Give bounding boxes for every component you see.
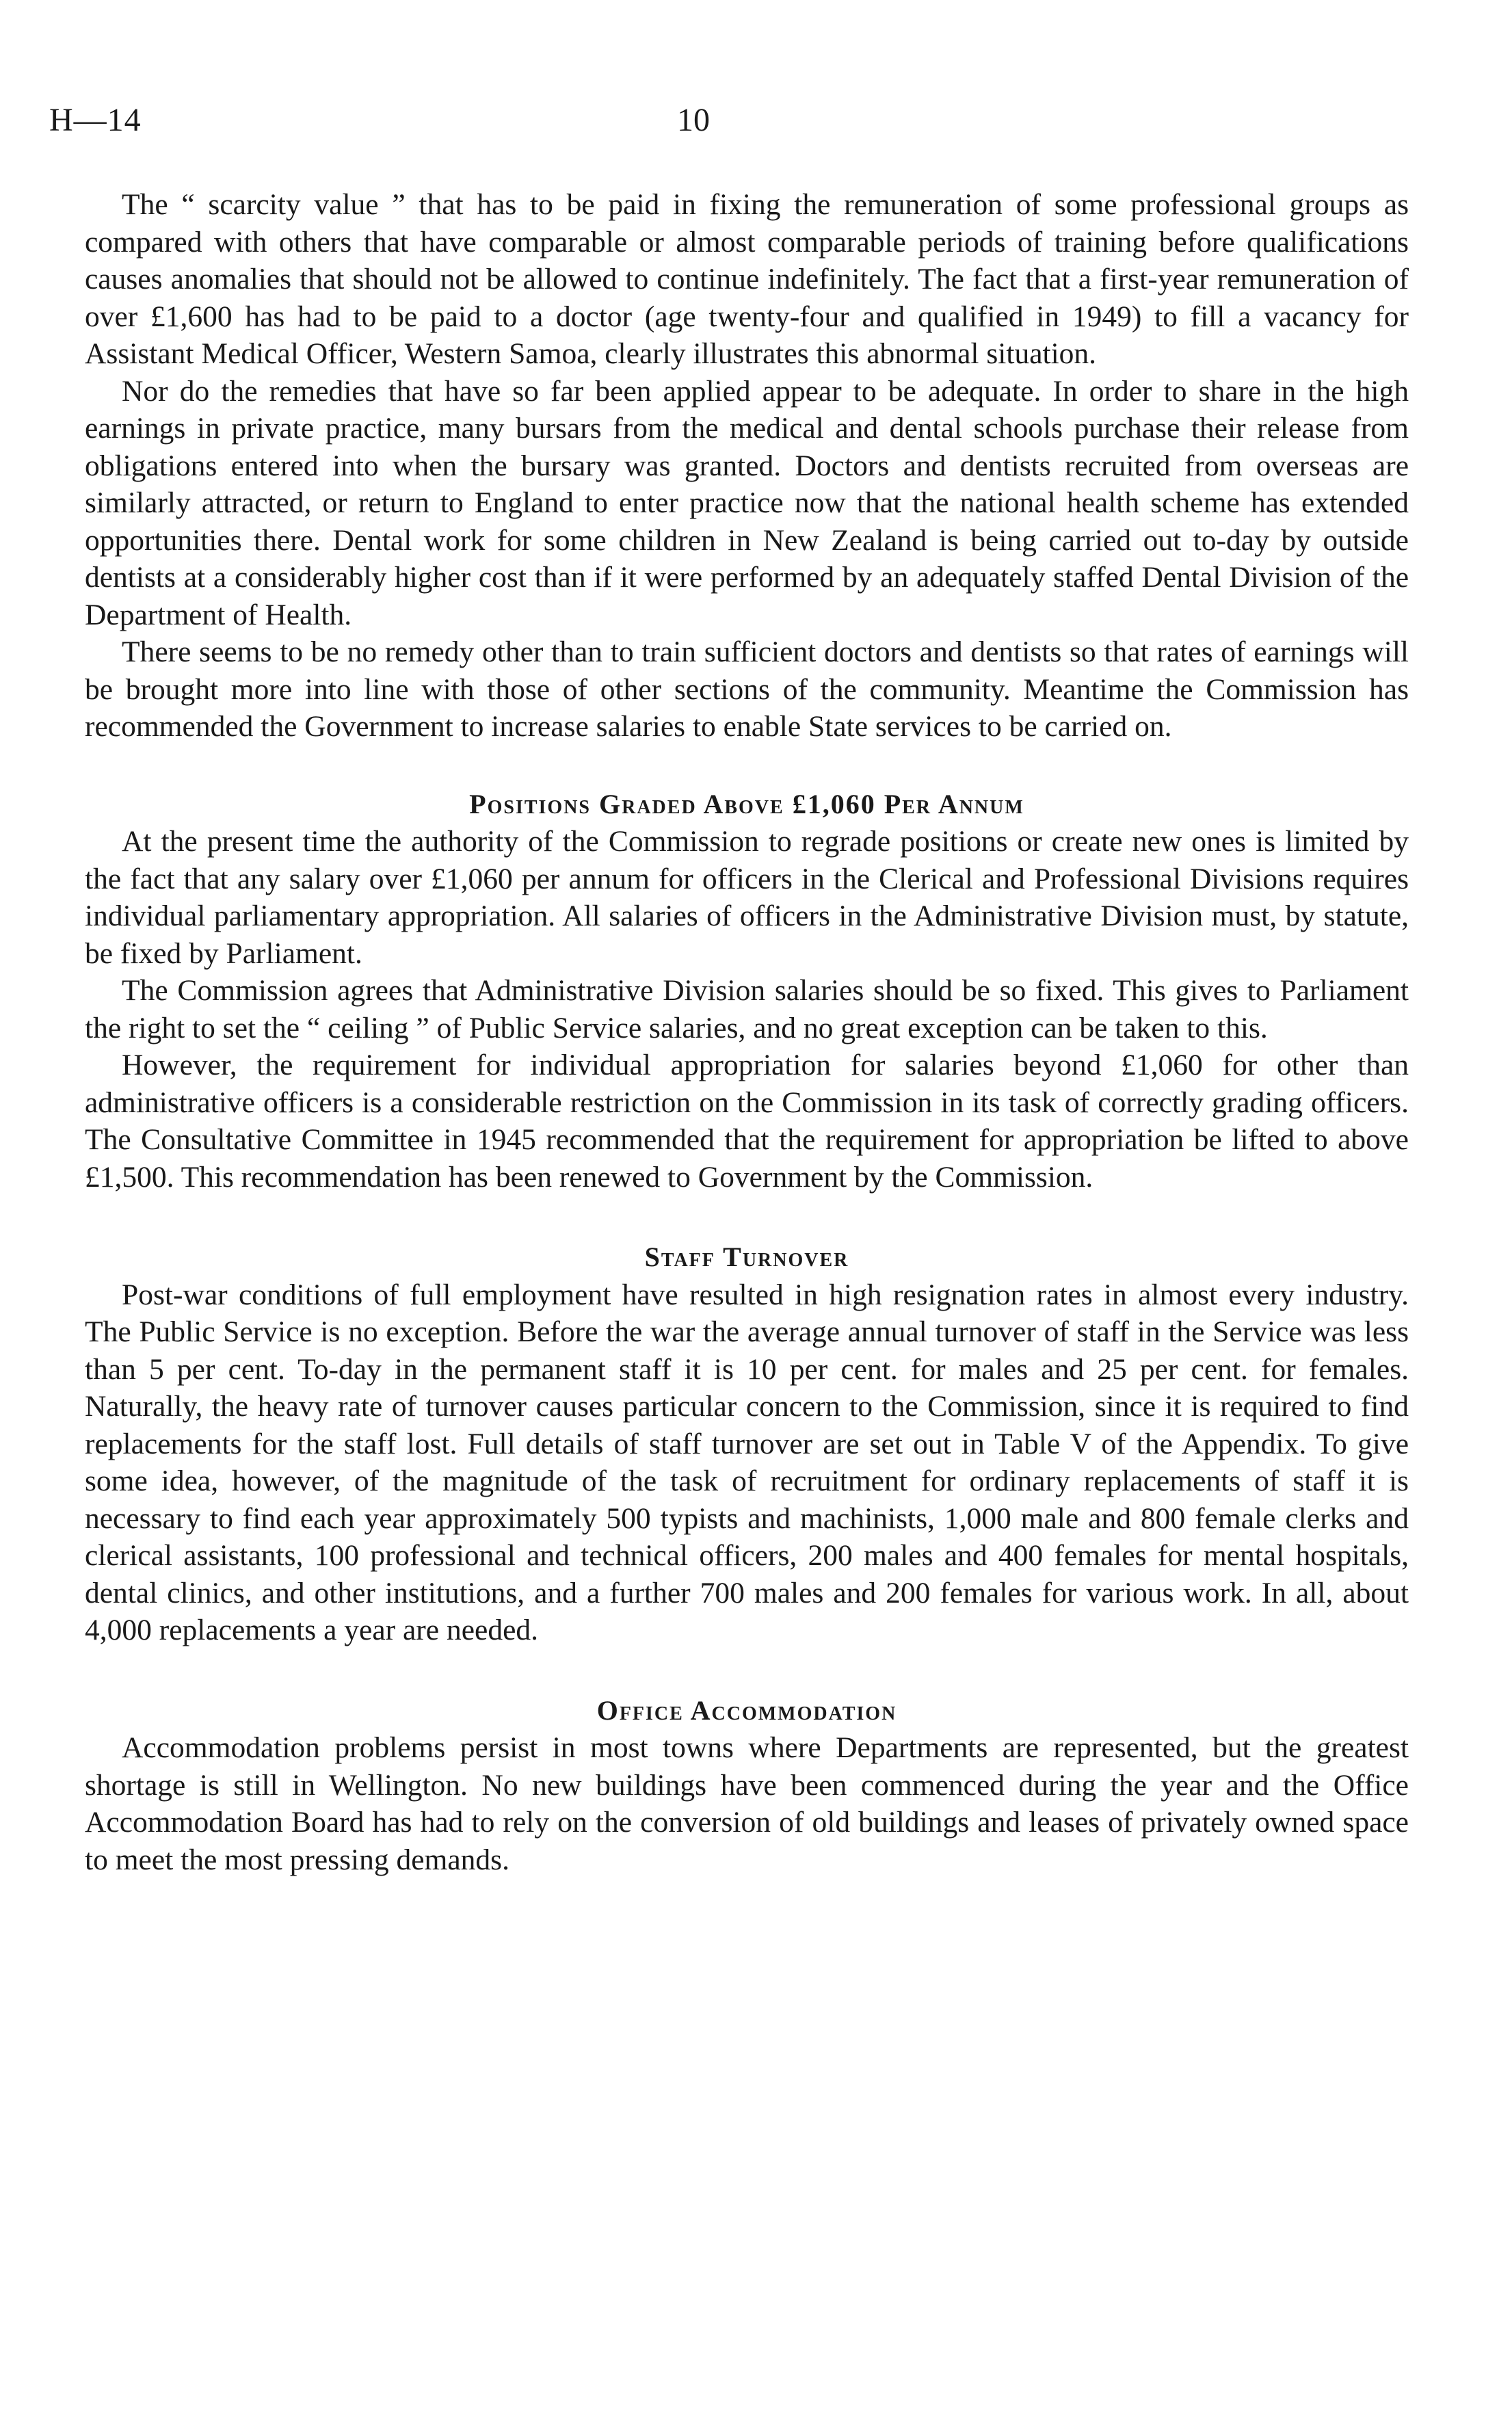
section-heading-office-accommodation: Office Accommodation xyxy=(596,1694,897,1726)
section-heading-staff-turnover: Staff Turnover xyxy=(644,1241,849,1272)
paragraph-commission-agrees: The Commission agrees that Administrative Division salaries should be so fixed. This gives to Parliament the right to set the “ ceiling ” of Public Service salaries, and no great exception can be taken to this. xyxy=(85,974,1409,1044)
section-heading-positions-graded: Positions Graded Above £1,060 Per Annum xyxy=(469,788,1024,819)
paragraph-office-accommodation: Accommodation problems persist in most towns where Departments are represented, but the greatest shortage is still in Wellington. No new buildings have been commenced during the year and the Office Accommodation Board has had to rely on the conversion of old buildings and leases of privately owned space to meet the most pressing demands. xyxy=(85,1731,1409,1876)
page-number: 10 xyxy=(677,102,710,138)
paragraph-appropriation-requirement: However, the requirement for individual appropriation for salaries beyond £1,060 for other than administrative officers is a considerable restriction on the Commission in its task of correctly grading officers. The Consultative Committee in 1945 recommended that the requirement for appropriation be lifted to above £1,500. This recommendation has been renewed to Government by the Commission. xyxy=(85,1049,1409,1194)
paragraph-scarcity-value: The “ scarcity value ” that has to be paid in fixing the remuneration of some professional groups as compared with others that have comparable or almost comparable periods of training before qualifications causes anomalies that should not be allowed to continue indefinitely. The fact that a first-year remuneration of over £1,600 has had to be paid to a doctor (age twenty-four and qualified in 1949) to fill a vacancy for Assistant Medical Officer, Western Samoa, clearly illustrates this abnormal situation. xyxy=(85,188,1409,370)
paragraph-remedies: Nor do the remedies that have so far been applied appear to be adequate. In order to share in the high earnings in private practice, many bursars from the medical and dental schools purchase their release from obligations entered into when the bursary was granted. Doctors and dentists recruited from overseas are similarly attracted, or return to England to enter practice now that the national health scheme has extended opportunities there. Dental work for some children in New Zealand is being carried out to-day by outside dentists at a considerably higher cost than if it were performed by an adequately staffed Dental Division of the Department of Health. xyxy=(85,374,1409,631)
paragraph-present-authority: At the present time the authority of the Commission to regrade positions or create new ones is limited by the fact that any salary over £1,060 per annum for officers in the Clerical and Professional Divisions requires individual parliamentary appropriation. All salaries of officers in the Administrative Division must, by statute, be fixed by Parliament. xyxy=(85,825,1409,970)
paragraph-staff-turnover: Post-war conditions of full employment have resulted in high resignation rates in almost every industry. The Public Service is no exception. Before the war the average annual turnover of staff in the Service was less than 5 per cent. To-day in the permanent staff it is 10 per cent. for males and 25 per cent. for females. Naturally, the heavy rate of turnover causes particular concern to the Commission, since it is required to find replacements for the staff lost. Full details of staff turnover are set out in Table V of the Appendix. To give some idea, however, of the magnitude of the task of recruitment for ordinary replacements of staff it is necessary to find each year approximately 500 typists and machinists, 1,000 male and 800 female clerks and clerical assistants, 100 professional and technical officers, 200 males and 400 females for mental hospitals, dental clinics, and other institutions, and a further 700 males and 200 females for various work. In all, about 4,000 replacements a year are needed. xyxy=(85,1278,1409,1646)
paragraph-no-remedy: There seems to be no remedy other than to train sufficient doctors and dentists so that rates of earnings will be brought more into line with those of other sections of the community. Meantime the Commission has recommended the Government to increase salaries to enable State services to be carried on. xyxy=(85,635,1409,743)
document-body xyxy=(85,186,1409,1878)
document-reference: H—14 xyxy=(49,102,142,138)
